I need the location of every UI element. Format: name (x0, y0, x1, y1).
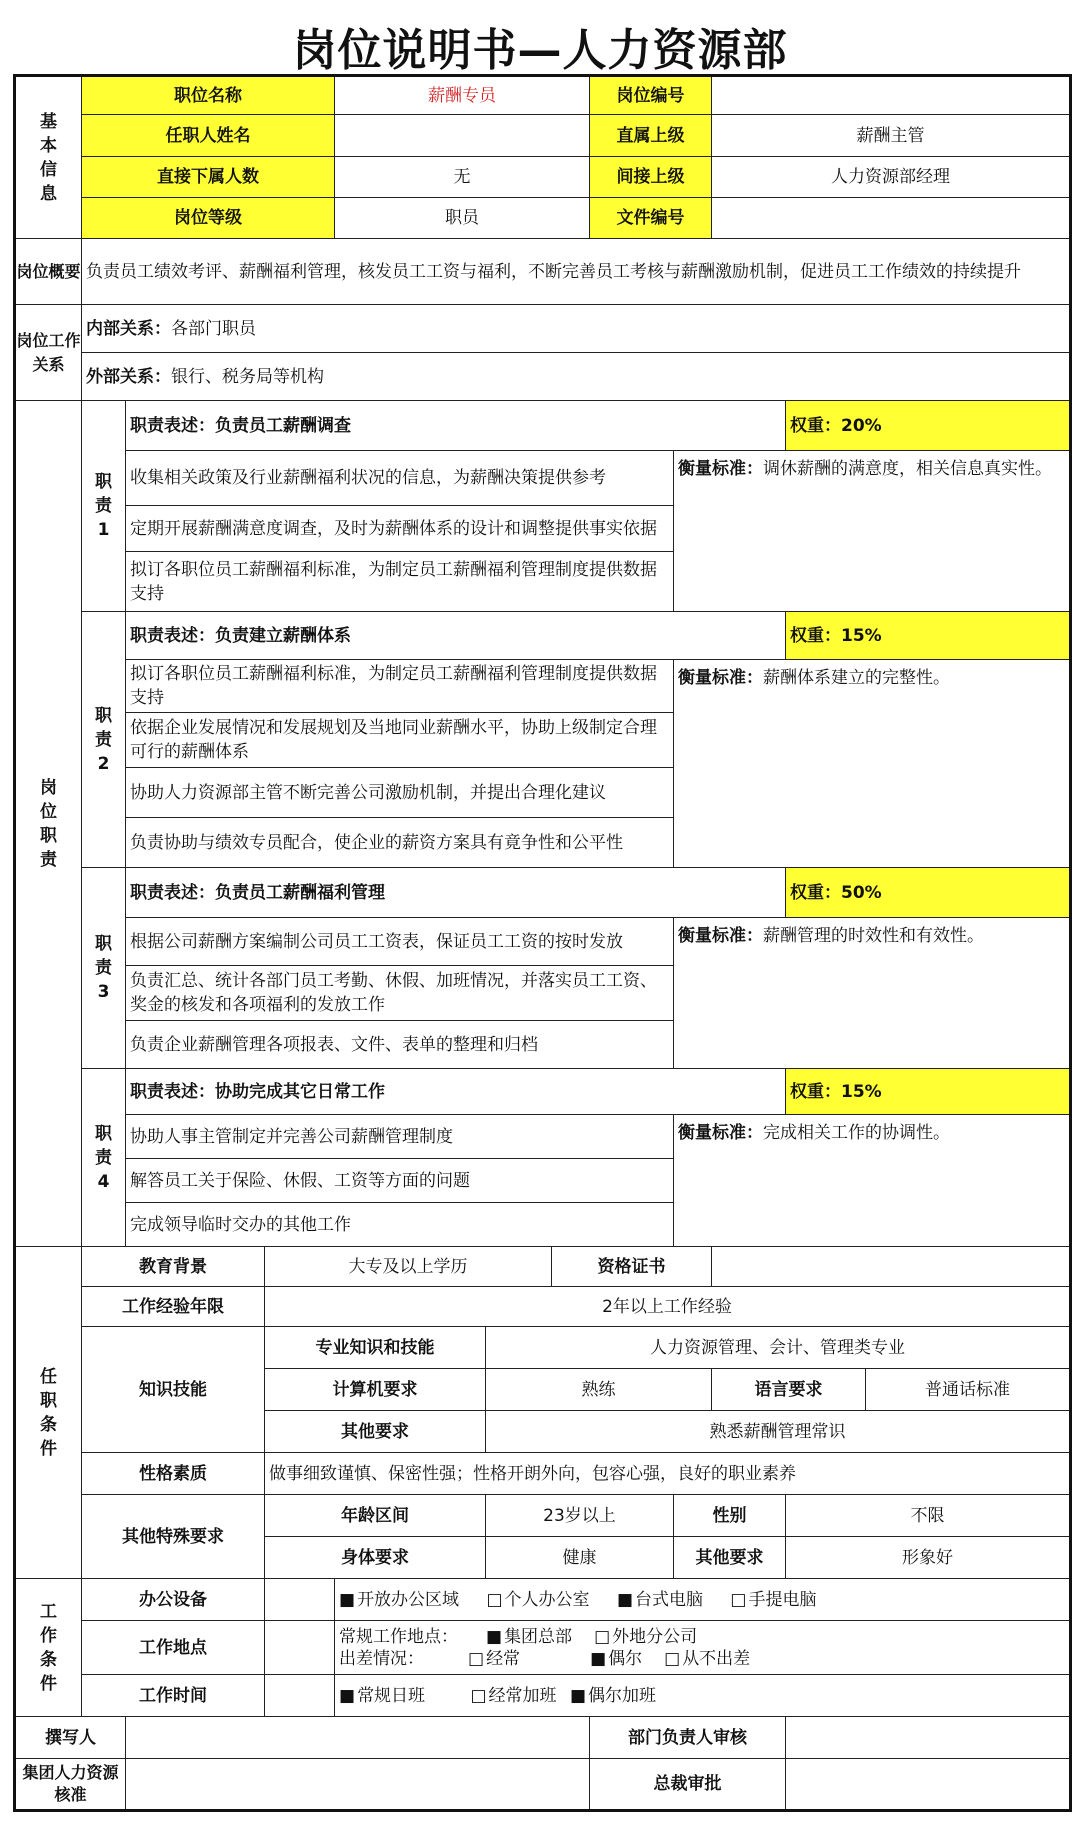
duty-4-description: 职责表述：协助完成其它日常工作 (126, 1069, 786, 1115)
position-no-value (712, 76, 1071, 115)
hr-approve-label: 集团人力资源核准 (15, 1759, 126, 1811)
duty-3-description: 职责表述：负责员工薪酬福利管理 (126, 868, 786, 918)
location-spacer (265, 1621, 335, 1675)
level-value: 职员 (335, 198, 590, 239)
experience-value: 2年以上工作经验 (265, 1287, 1071, 1327)
other-req-value: 熟悉薪酬管理常识 (486, 1411, 1071, 1453)
equipment-option-open-office[interactable]: ■ 开放办公区域 (339, 1590, 459, 1610)
ceo-approve-value (786, 1759, 1071, 1811)
duty-4-task-1: 协助人事主管制定并完善公司薪酬管理制度 (126, 1115, 674, 1159)
equipment-option-private-office[interactable]: □ 个人办公室 (486, 1590, 589, 1610)
summary-text: 负责员工绩效考评、薪酬福利管理，核发员工工资与福利，不断完善员工考核与薪酬激励机制，促进员工工作绩效的持续提升 (82, 239, 1071, 305)
writer-label: 撰写人 (15, 1717, 126, 1759)
work-time-options (335, 1675, 1071, 1717)
duty-1-task-1: 收集相关政策及行业薪酬福利状况的信息，为薪酬决策提供参考 (126, 451, 674, 506)
doc-no-value (712, 198, 1071, 239)
direct-superior-label: 直属上级 (590, 115, 712, 157)
education-label: 教育背景 (82, 1247, 265, 1287)
personality-value: 做事细致谨慎、保密性强；性格开朗外向，包容心强，良好的职业素养 (265, 1453, 1071, 1495)
dept-review-label: 部门负责人审核 (590, 1717, 786, 1759)
duty-3-task-1: 根据公司薪酬方案编制公司员工工资表，保证员工工资的按时发放 (126, 918, 674, 966)
time-option-often-overtime[interactable]: □ 经常加班 (470, 1686, 556, 1706)
work-time-label: 工作时间 (82, 1675, 265, 1717)
external-relations: 外部关系：银行、税务局等机构 (82, 353, 1071, 401)
time-option-sometimes-overtime[interactable]: ■ 偶尔加班 (570, 1686, 656, 1706)
relations-label: 岗位工作 关系 (15, 305, 82, 401)
equipment-options (335, 1579, 1071, 1621)
travel-option-sometimes[interactable]: ■ 偶尔 (590, 1649, 642, 1669)
age-value: 23岁以上 (486, 1495, 674, 1537)
duty-2-weight: 权重：15% (786, 612, 1071, 660)
position-name-label: 职位名称 (82, 76, 335, 115)
location-option-branch[interactable]: □ 外地分公司 (594, 1627, 697, 1647)
doc-no-label: 文件编号 (590, 198, 712, 239)
duty-1-task-2: 定期开展薪酬满意度调查，及时为薪酬体系的设计和调整提供事实依据 (126, 506, 674, 552)
equipment-spacer (265, 1579, 335, 1621)
duty-3-task-2: 负责汇总、统计各部门员工考勤、休假、加班情况，并落实员工工资、奖金的核发和各项福利的发放工作 (126, 966, 674, 1021)
location-option-hq[interactable]: ■ 集团总部 (486, 1627, 572, 1647)
duty-3-weight: 权重：50% (786, 868, 1071, 918)
gender-value: 不限 (786, 1495, 1071, 1537)
other2-value: 形象好 (786, 1537, 1071, 1579)
indirect-superior-label: 间接上级 (590, 157, 712, 198)
experience-label: 工作经验年限 (82, 1287, 265, 1327)
age-label: 年龄区间 (265, 1495, 486, 1537)
travel-option-often[interactable]: □ 经常 (468, 1649, 520, 1669)
page-title: 岗位说明书—人力资源部 (292, 25, 788, 76)
work-time-spacer (265, 1675, 335, 1717)
duty-2-task-4: 负责协助与绩效专员配合，使企业的薪资方案具有竟争性和公平性 (126, 818, 674, 868)
other2-label: 其他要求 (674, 1537, 786, 1579)
writer-value (126, 1717, 590, 1759)
job-description-table (13, 74, 1072, 1812)
professional-value: 人力资源管理、会计、管理类专业 (486, 1327, 1071, 1369)
duty-3-number: 职 责 3 (82, 868, 126, 1069)
dept-review-value (786, 1717, 1071, 1759)
certificate-label: 资格证书 (552, 1247, 712, 1287)
direct-superior-value: 薪酬主管 (712, 115, 1071, 157)
location-options: 常规工作地点：■ 集团总部□ 外地分公司 出差情况：□ 经常■ 偶尔□ 从不出差 (335, 1621, 1071, 1675)
position-no-label: 岗位编号 (590, 76, 712, 115)
duty-3-measure: 衡量标准：薪酬管理的时效性和有效性。 (674, 918, 1071, 1069)
body-label: 身体要求 (265, 1537, 486, 1579)
duty-2-task-2: 依据企业发展情况和发展规划及当地同业薪酬水平，协助上级制定合理可行的薪酬体系 (126, 713, 674, 768)
duties-section-label: 岗 位 职 责 (15, 401, 82, 1247)
level-label: 岗位等级 (82, 198, 335, 239)
internal-relations: 内部关系：各部门职员 (82, 305, 1071, 353)
language-label: 语言要求 (712, 1369, 866, 1411)
duty-2-task-3: 协助人力资源部主管不断完善公司激励机制，并提出合理化建议 (126, 768, 674, 818)
professional-label: 专业知识和技能 (265, 1327, 486, 1369)
other-req-label: 其他要求 (265, 1411, 486, 1453)
duty-2-description: 职责表述：负责建立薪酬体系 (126, 612, 786, 660)
knowledge-label: 知识技能 (82, 1327, 265, 1453)
duty-4-measure: 衡量标准：完成相关工作的协调性。 (674, 1115, 1071, 1247)
certificate-value (712, 1247, 1071, 1287)
duty-4-task-3: 完成领导临时交办的其他工作 (126, 1203, 674, 1247)
location-label: 工作地点 (82, 1621, 265, 1675)
duty-2-measure: 衡量标准：薪酬体系建立的完整性。 (674, 660, 1071, 868)
computer-value: 熟练 (486, 1369, 712, 1411)
ceo-approve-label: 总裁审批 (590, 1759, 786, 1811)
duty-2-task-1: 拟订各职位员工薪酬福利标准，为制定员工薪酬福利管理制度提供数据支持 (126, 660, 674, 713)
gender-label: 性别 (674, 1495, 786, 1537)
duty-4-weight: 权重：15% (786, 1069, 1071, 1115)
duty-1-description: 职责表述：负责员工薪酬调查 (126, 401, 786, 451)
duty-1-task-3: 拟订各职位员工薪酬福利标准，为制定员工薪酬福利管理制度提供数据支持 (126, 552, 674, 612)
language-value: 普通话标准 (866, 1369, 1071, 1411)
holder-label: 任职人姓名 (82, 115, 335, 157)
summary-label: 岗位概要 (15, 239, 82, 305)
conditions-section-label: 工 作 条 件 (15, 1579, 82, 1717)
duty-4-number: 职 责 4 (82, 1069, 126, 1247)
basic-info-section-label: 基 本 信 息 (15, 76, 82, 239)
equipment-option-desktop[interactable]: ■ 台式电脑 (617, 1590, 703, 1610)
duty-2-number: 职 责 2 (82, 612, 126, 868)
time-option-regular[interactable]: ■ 常规日班 (339, 1686, 425, 1706)
subordinates-value: 无 (335, 157, 590, 198)
duty-3-task-3: 负责企业薪酬管理各项报表、文件、表单的整理和归档 (126, 1021, 674, 1069)
subordinates-label: 直接下属人数 (82, 157, 335, 198)
duty-1-measure: 衡量标准：调休薪酬的满意度，相关信息真实性。 (674, 451, 1071, 612)
position-name-value: 薪酬专员 (335, 76, 590, 115)
duty-1-weight: 权重：20% (786, 401, 1071, 451)
education-value: 大专及以上学历 (265, 1247, 552, 1287)
computer-label: 计算机要求 (265, 1369, 486, 1411)
indirect-superior-value: 人力资源部经理 (712, 157, 1071, 198)
special-req-label: 其他特殊要求 (82, 1495, 265, 1579)
duty-1-number: 职 责 1 (82, 401, 126, 612)
holder-value (335, 115, 590, 157)
hr-approve-value (126, 1759, 590, 1811)
equipment-label: 办公设备 (82, 1579, 265, 1621)
equipment-option-laptop[interactable]: □ 手提电脑 (730, 1590, 816, 1610)
travel-option-never[interactable]: □ 从不出差 (664, 1649, 750, 1669)
duty-4-task-2: 解答员工关于保险、休假、工资等方面的问题 (126, 1159, 674, 1203)
qualifications-section-label: 任 职 条 件 (15, 1247, 82, 1579)
personality-label: 性格素质 (82, 1453, 265, 1495)
body-value: 健康 (486, 1537, 674, 1579)
